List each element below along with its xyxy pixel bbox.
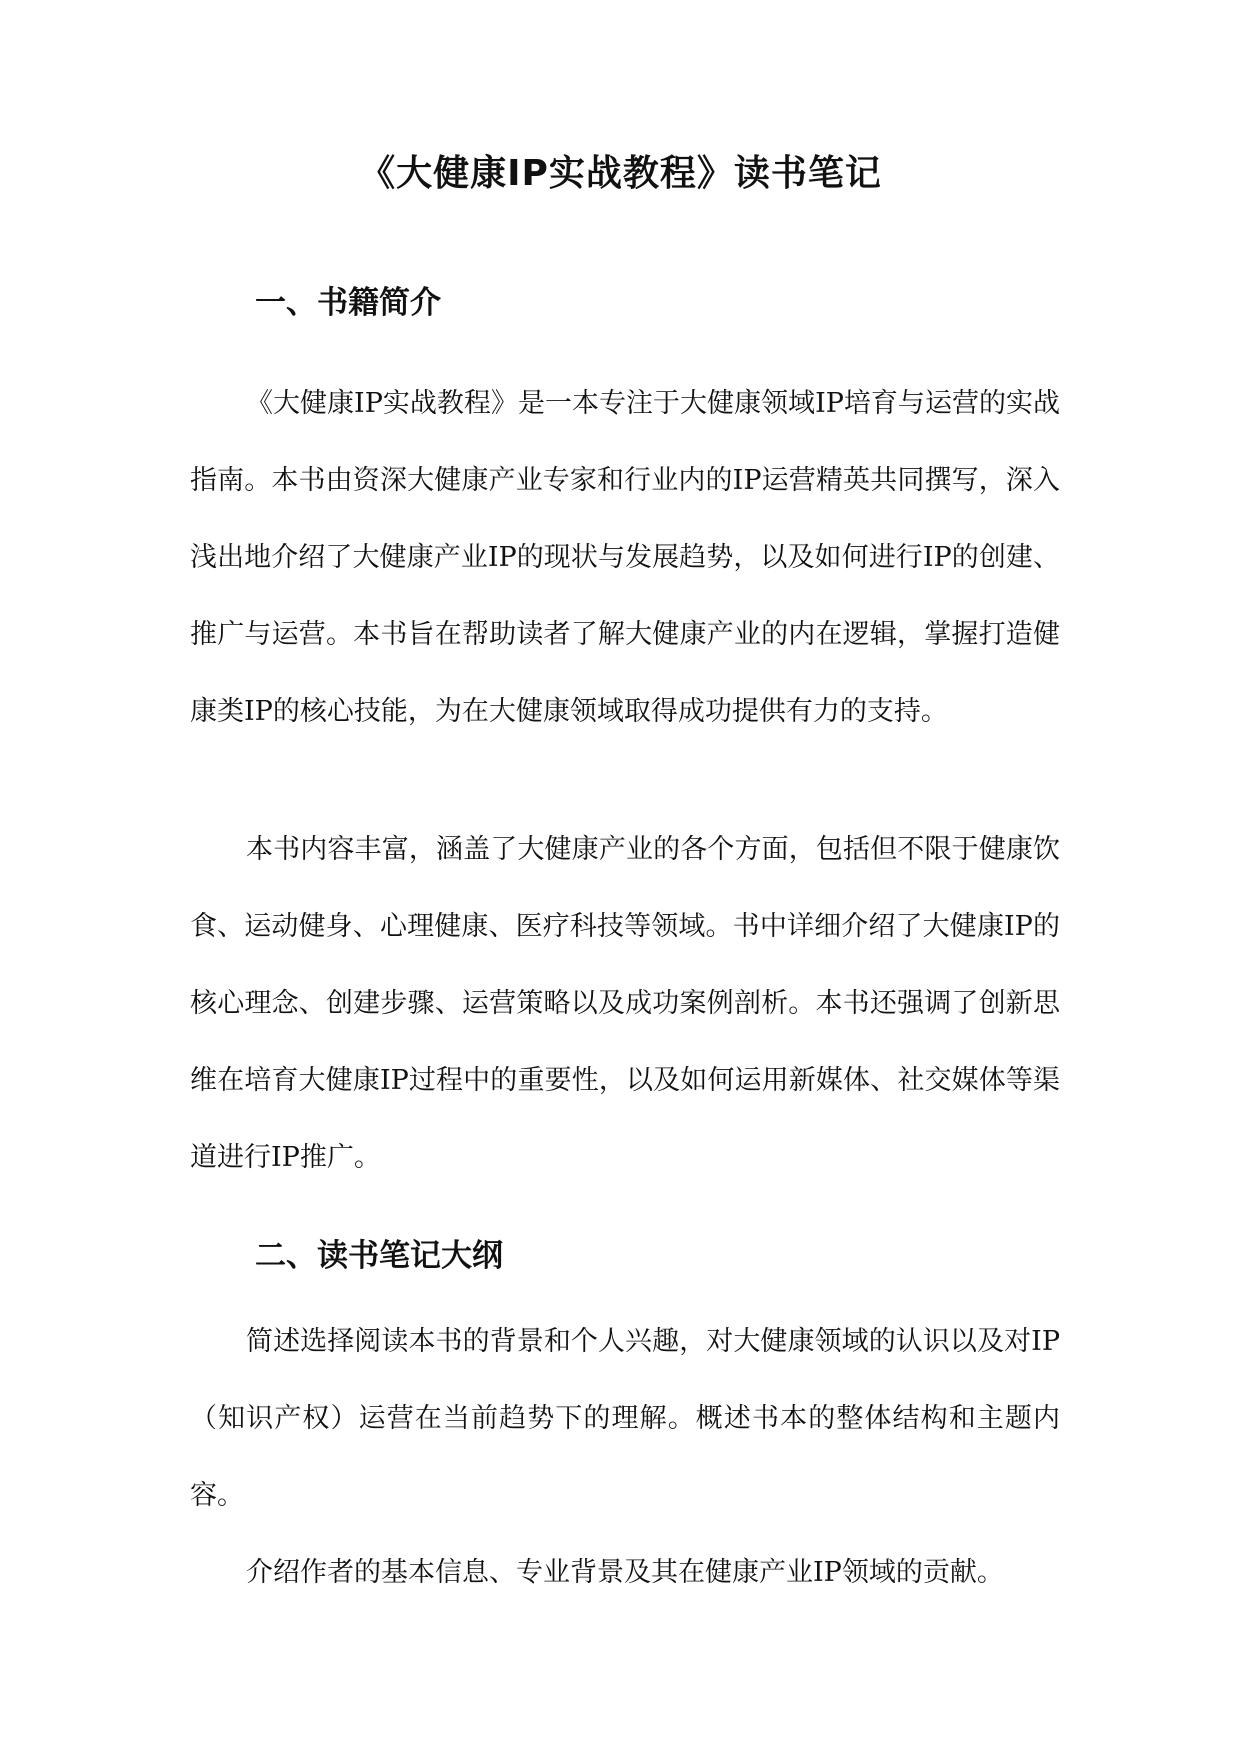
outline-paragraph-1: 简述选择阅读本书的背景和个人兴趣，对大健康领域的认识以及对IP（知识产权）运营在当前趋势下的理解。概述书本的整体结构和主题内容。 bbox=[190, 1326, 1060, 1511]
section-heading-notes-outline: 二、读书笔记大纲 bbox=[255, 1238, 503, 1274]
document-title: 《大健康IP实战教程》读书笔记 bbox=[359, 153, 882, 194]
section-heading-book-intro: 一、书籍简介 bbox=[255, 285, 441, 321]
intro-paragraph-1: 《大健康IP实战教程》是一本专注于大健康领域IP培育与运营的实战指南。本书由资深大健康产业专家和行业内的IP运营精英共同撰写，深入浅出地介绍了大健康产业IP的现状与发展趋势，以及如何进行IP的创建、推广与运营。本书旨在帮助读者了解大健康产业的内在逻辑，掌握打造健康类IP的核心技能，为在大健康领域取得成功提供有力的支持。 bbox=[190, 388, 1060, 727]
intro-paragraph-2: 本书内容丰富，涵盖了大健康产业的各个方面，包括但不限于健康饮食、运动健身、心理健康、医疗科技等领域。书中详细介绍了大健康IP的核心理念、创建步骤、运营策略以及成功案例剖析。本书还强调了创新思维在培育大健康IP过程中的重要性，以及如何运用新媒体、社交媒体等渠道进行IP推广。 bbox=[190, 834, 1060, 1173]
outline-paragraph-2: 介绍作者的基本信息、专业背景及其在健康产业IP领域的贡献。 bbox=[246, 1557, 1004, 1588]
